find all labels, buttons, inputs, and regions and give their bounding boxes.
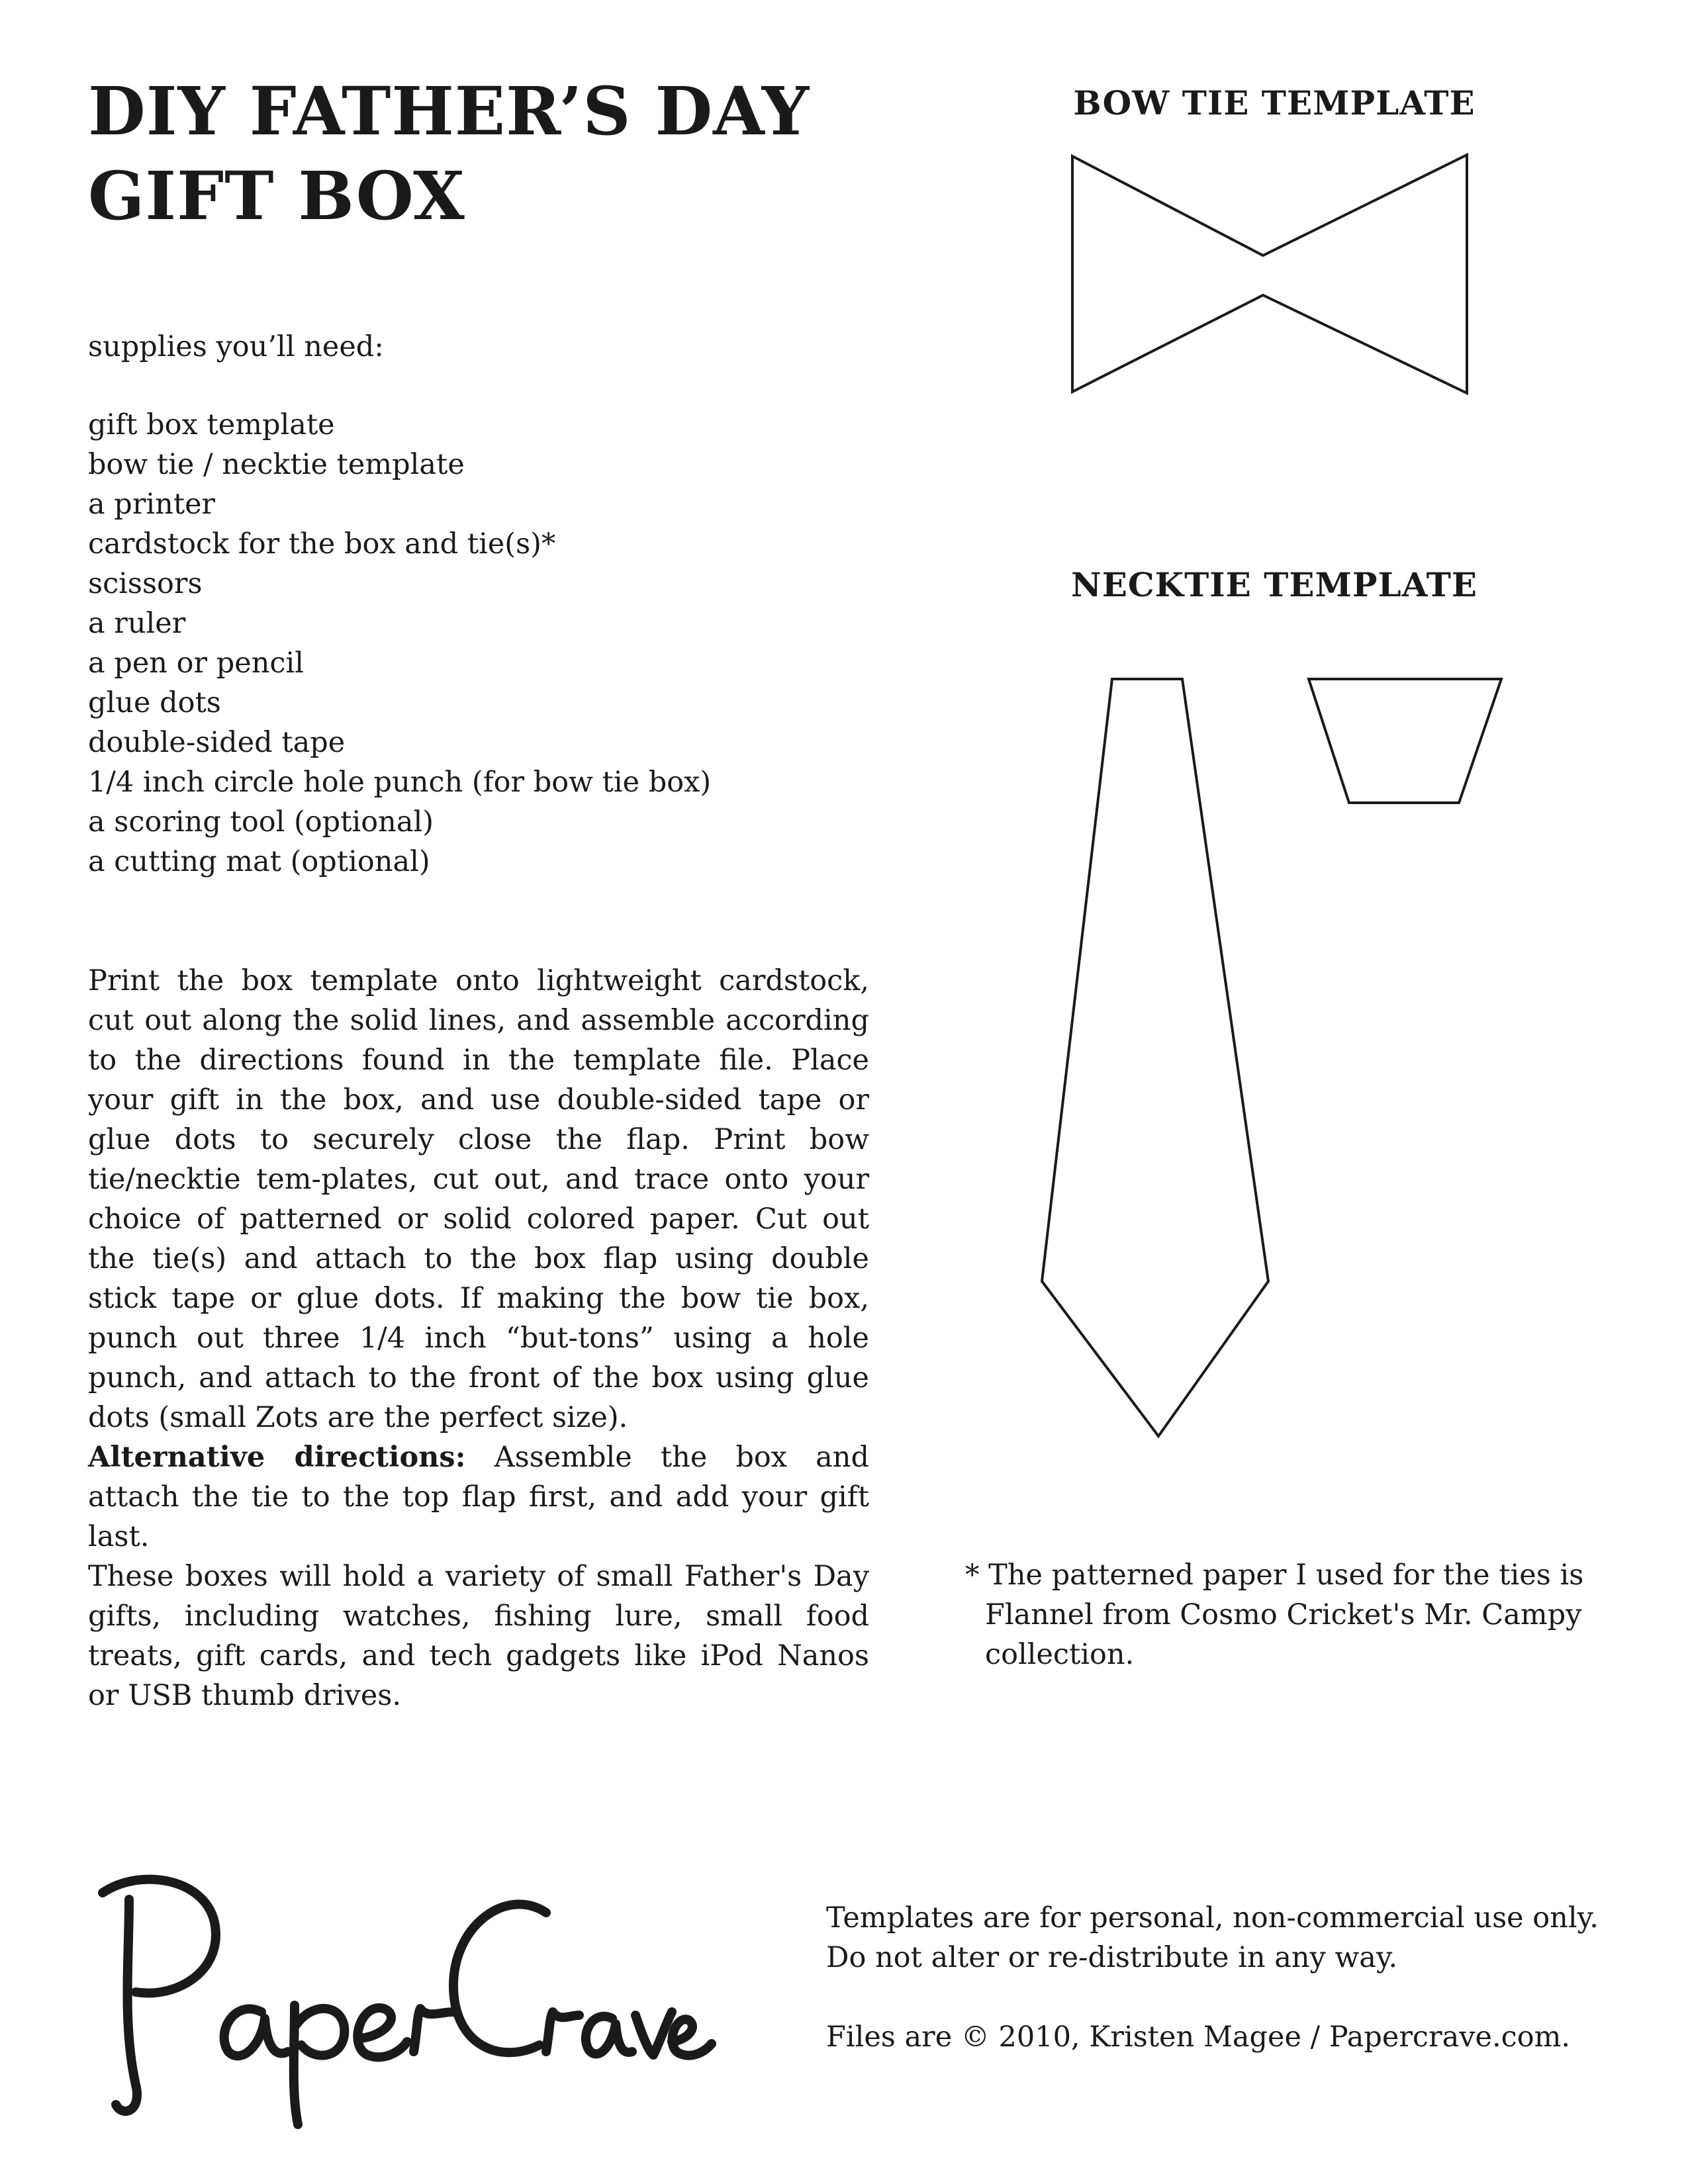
papercrave-logo (83, 1853, 718, 2131)
necktie-knot-outline (1309, 679, 1501, 803)
bowtie-template-heading: BOW TIE TEMPLATE (1073, 83, 1476, 122)
supply-item: cardstock for the box and tie(s)* (88, 527, 556, 561)
supply-item: double-sided tape (88, 726, 346, 759)
alternative-directions (88, 1437, 869, 1557)
necktie-body-outline (1042, 679, 1268, 1436)
legal-line-2: Do not alter or re-distribute in any way. (826, 1941, 1398, 1974)
supply-item: gift box template (88, 408, 335, 441)
supply-item: a ruler (88, 607, 186, 640)
footnote-line-3: collection. (985, 1638, 1135, 1671)
bowtie-outline (1072, 155, 1467, 393)
page-title (88, 69, 915, 238)
directions-paragraph: Print the box template onto lightweight cardstock, cut out along the solid lines, and assemble according to the directions found in the template file. Place your gift in the box, and use double-sided tape or glue dots to securely close the flap. Print bow tie/necktie tem-plates, cut out, and trace onto your choice of patterned or solid colored paper. Cut out the tie(s) and attach to the box flap using double stick tape or glue dots. If making the bow tie box, punch out three 1/4 inch “but-tons” using a hole punch, and attach to the front of the box using glue dots (small Zots are the perfect size). (88, 964, 869, 1434)
supply-item: a printer (88, 488, 216, 521)
supply-item: a scoring tool (optional) (88, 805, 434, 839)
supply-item: glue dots (88, 686, 221, 719)
bowtie-template-shape (1059, 151, 1483, 402)
supplies-list (88, 405, 711, 882)
supply-item: a pen or pencil (88, 647, 305, 680)
supply-item: scissors (88, 567, 203, 600)
footnote (965, 1555, 1614, 1674)
gift-ideas-paragraph: These boxes will hold a variety of small Father's Day gifts, including watches, fishing lure, small food treats, gift cards, and tech gadgets like iPod Nanos or USB thumb drives. (88, 1560, 869, 1712)
alternative-directions-text: Assemble the box and attach the tie to the top flap first, and add your gift last. (88, 1441, 870, 1553)
footnote-line-2: Flannel from Cosmo Cricket's Mr. Campy (985, 1598, 1582, 1631)
necktie-template-shape (1026, 668, 1509, 1449)
legal-line-1: Templates are for personal, non-commercial use only. (826, 1901, 1599, 1934)
supplies-heading: supplies you’ll need: (88, 330, 384, 363)
title-line-2: GIFT BOX (88, 157, 465, 235)
footnote-line-1: * The patterned paper I used for the ties is (965, 1559, 1584, 1592)
legal-notice (826, 1898, 1654, 2057)
supply-item: a cutting mat (optional) (88, 845, 430, 878)
necktie-template-heading: NECKTIE TEMPLATE (1071, 565, 1477, 604)
title-line-1: DIY FATHER’S DAY (88, 72, 810, 150)
alternative-directions-lead: Alternative directions: (88, 1441, 466, 1474)
supply-item: bow tie / necktie template (88, 448, 465, 481)
copyright-line: Files are © 2010, Kristen Magee / Papercrave.com. (826, 2021, 1571, 2054)
supply-item: 1/4 inch circle hole punch (for bow tie box) (88, 766, 712, 799)
